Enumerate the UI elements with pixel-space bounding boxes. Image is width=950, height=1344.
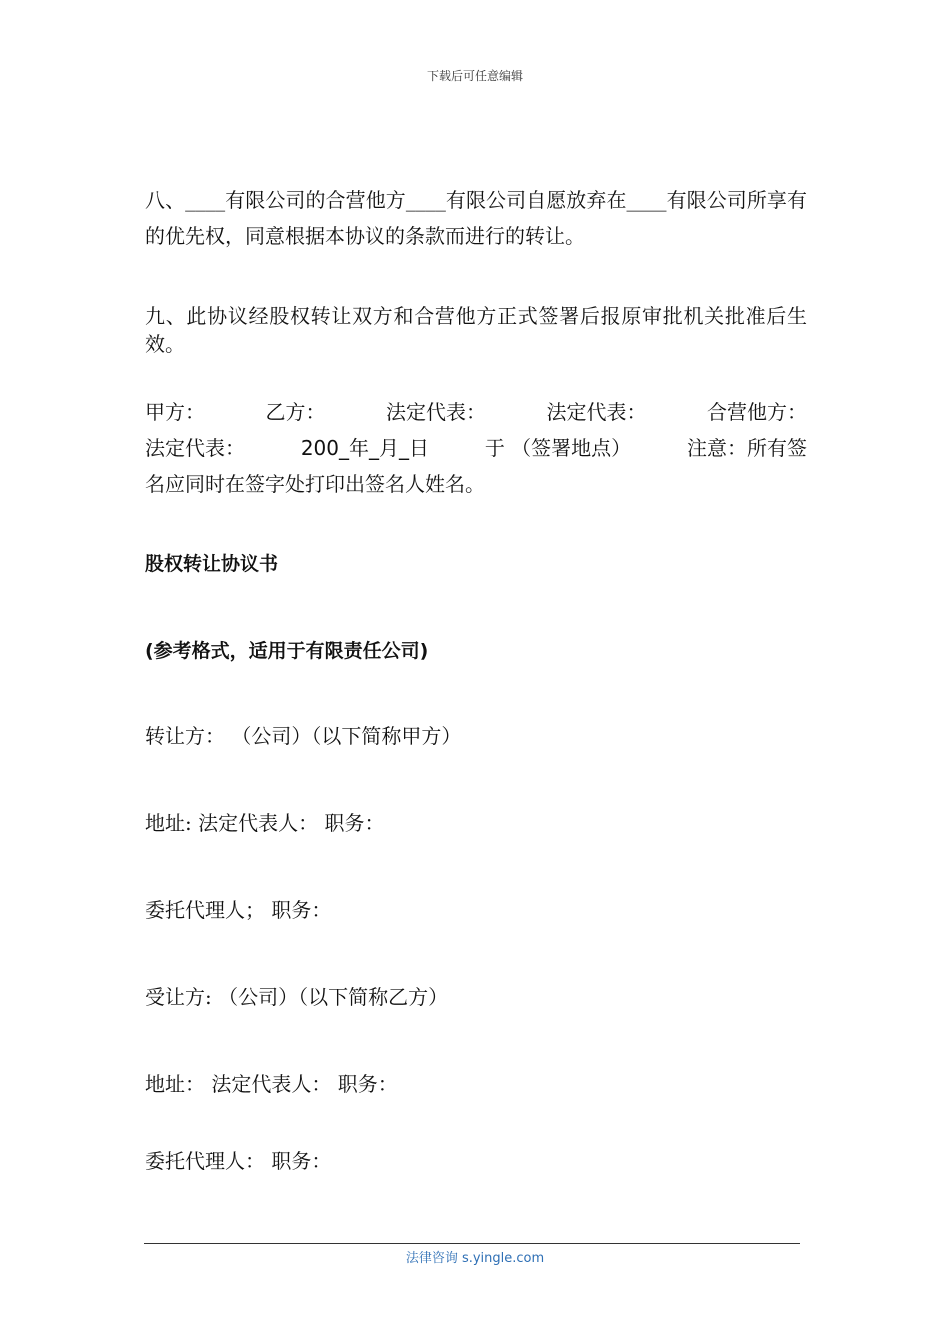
party-a-label: 甲方： <box>145 400 205 424</box>
party-b-label: 乙方： <box>265 400 326 424</box>
signing-note-end: 名应同时在签字处打印出签名人姓名。 <box>145 472 485 496</box>
joint-venture-party-label: 合营他方： <box>707 400 807 424</box>
transferee-address-line: 地址： 法定代表人： 职务： <box>145 1072 398 1096</box>
transferor-address-line: 地址: 法定代表人： 职务： <box>145 811 385 835</box>
signing-note-start: 注意：所有签 <box>686 436 807 460</box>
footer-divider <box>144 1243 800 1244</box>
signature-line-1 <box>145 394 807 430</box>
legal-rep-c-label: 法定代表： <box>145 436 245 460</box>
transferee-line: 受让方: （公司）（以下简称乙方） <box>145 985 449 1009</box>
transferor-line: 转让方： （公司）（以下简称甲方） <box>145 724 462 748</box>
signing-place: 于 （签署地点） <box>484 436 632 460</box>
clause-8-paragraph: 八、____有限公司的合营他方____有限公司自愿放弃在____有限公司所享有的优先权，同意根据本协议的条款而进行的转让。 <box>145 188 807 248</box>
signing-date: 200_年_月_日 <box>300 436 429 460</box>
transferor-agent-line: 委托代理人； 职务： <box>145 898 332 922</box>
footer-link[interactable]: 法律咨询 s.yingle.com <box>405 1251 545 1266</box>
clause-9-paragraph: 九、此协议经股权转让双方和合营他方正式签署后报原审批机关批准后生效。 <box>145 304 807 356</box>
signature-line-2 <box>145 430 807 466</box>
legal-rep-b-label: 法定代表： <box>546 400 647 424</box>
signature-block <box>145 394 807 502</box>
document-title: 股权转让协议书 <box>145 553 279 575</box>
page-header: 下载后可任意编辑 <box>426 69 523 83</box>
document-subtitle: (参考格式，适用于有限责任公司) <box>145 640 429 662</box>
transferee-agent-line: 委托代理人： 职务： <box>145 1149 332 1173</box>
legal-rep-a-label: 法定代表： <box>386 400 486 424</box>
